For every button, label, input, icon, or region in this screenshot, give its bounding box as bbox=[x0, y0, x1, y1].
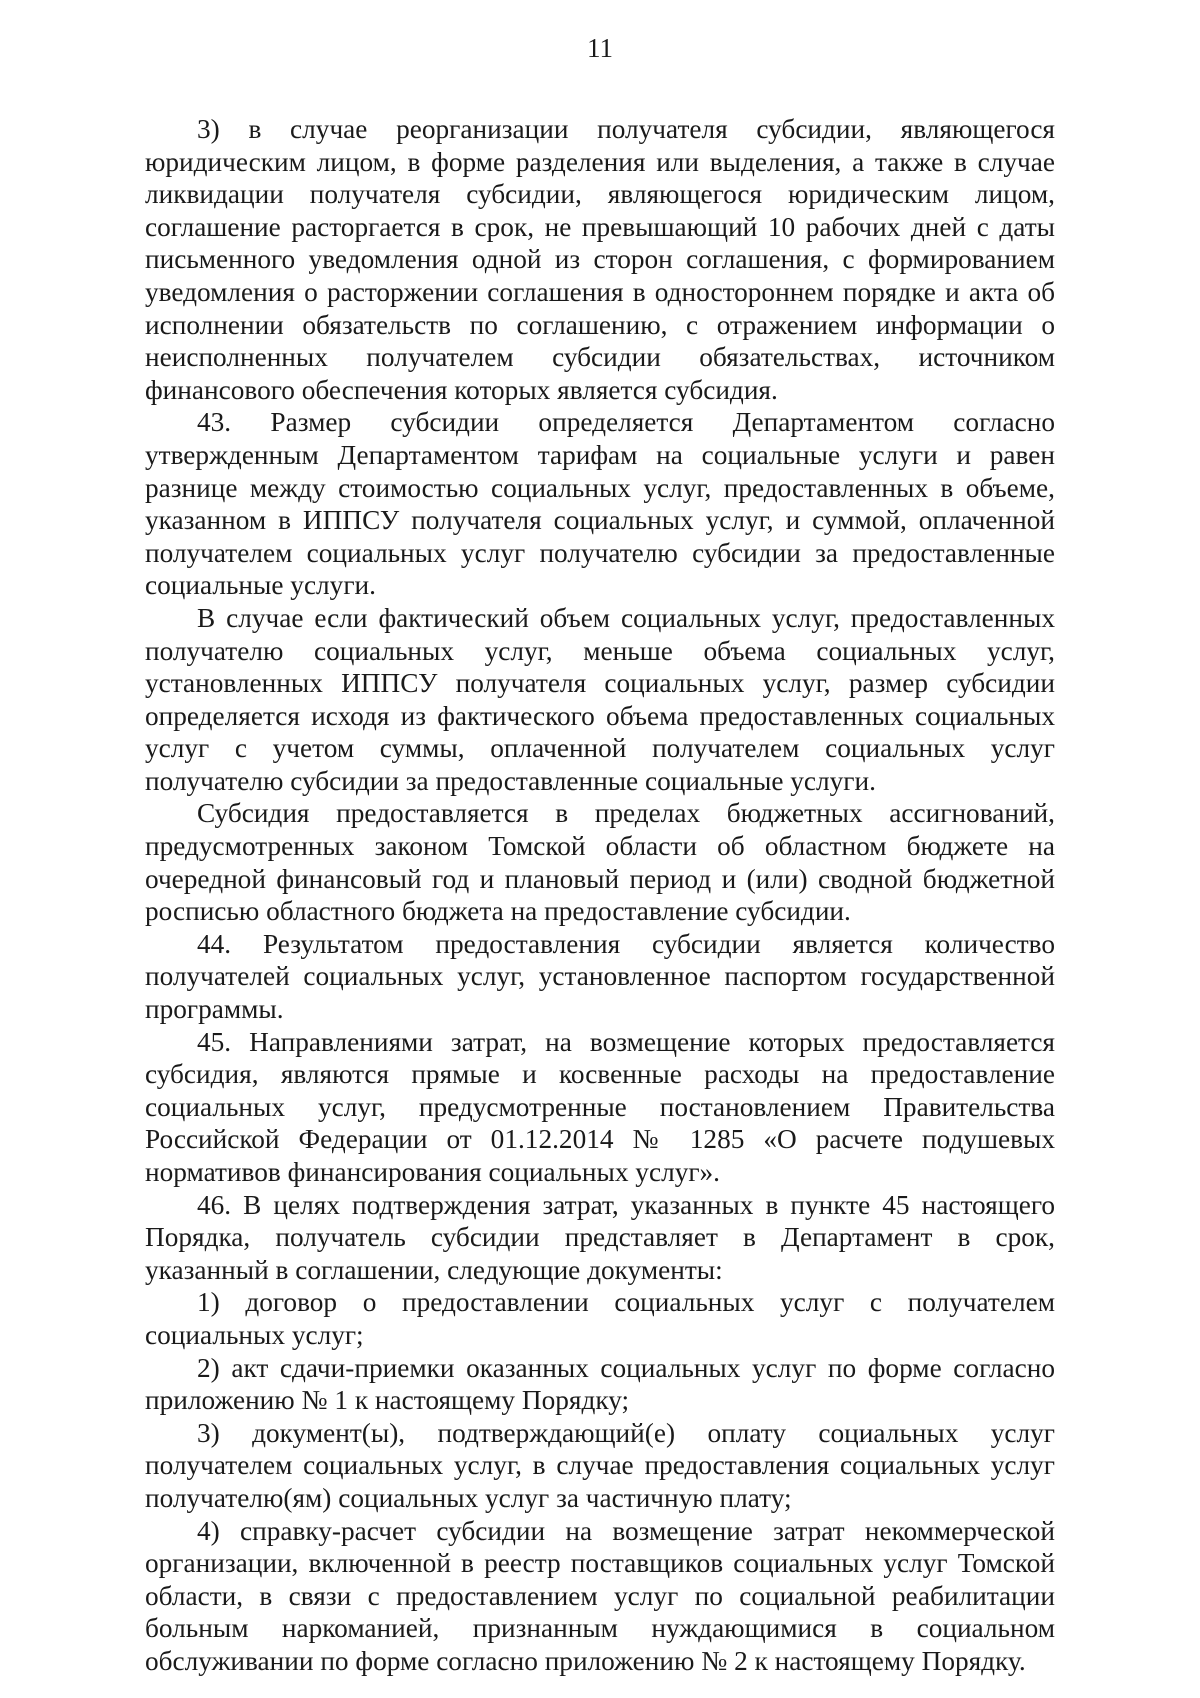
document-body bbox=[145, 113, 1055, 1678]
list-item-acceptance-act: 2) акт сдачи-приемки оказанных социальных услуг по форме согласно приложению № 1 к настоящему Порядку; bbox=[145, 1352, 1055, 1416]
paragraph-43-subsidy-size: 43. Размер субсидии определяется Департаментом согласно утвержденным Департаментом тарифам на социальные услуги и равен разнице между стоимостью социальных услуг, предоставленных в объеме, указанном в ИППСУ получателя социальных услуг, и суммой, оплаченной получателем социальных услуг получателю субсидии за предоставленные социальные услуги. bbox=[145, 407, 1055, 601]
paragraph-budget-limits: Субсидия предоставляется в пределах бюджетных ассигнований, предусмотренных законом Томской области об областном бюджете на очередной финансовый год и плановый период и (или) сводной бюджетной росписью областного бюджета на предоставление субсидии. bbox=[145, 798, 1055, 927]
paragraph-44-result: 44. Результатом предоставления субсидии является количество получателей социальных услуг, установленное паспортом государственной программы. bbox=[145, 928, 1055, 1025]
list-item-payment-documents: 3) документ(ы), подтверждающий(е) оплату социальных услуг получателем социальных услуг, в случае предоставления социальных услуг получателю(ям) социальных услуг за частичную плату; bbox=[145, 1417, 1055, 1513]
paragraph-actual-volume: В случае если фактический объем социальных услуг, предоставленных получателю социальных услуг, меньше объема социальных услуг, установленных ИППСУ получателя социальных услуг, размер субсидии определяется исходя из фактического объема предоставленных социальных услуг с учетом суммы, оплаченной получателем социальных услуг получателю субсидии за предоставленные социальные услуги. bbox=[145, 602, 1055, 796]
paragraph-45-cost-directions: 45. Направлениями затрат, на возмещение которых предоставляется субсидия, являются прямые и косвенные расходы на предоставление социальных услуг, предусмотренные постановлением Правительства Российской Федерации от 01.12.2014 № 1285 «О расчете подушевых нормативов финансирования социальных услуг». bbox=[145, 1026, 1055, 1187]
page-number: 11 bbox=[587, 33, 613, 63]
paragraph-46-documents: 46. В целях подтверждения затрат, указанных в пункте 45 настоящего Порядка, получатель субсидии представляет в Департамент в срок, указанный в соглашении, следующие документы: bbox=[145, 1189, 1055, 1285]
list-item-contract: 1) договор о предоставлении социальных услуг с получателем социальных услуг; bbox=[145, 1287, 1055, 1350]
list-item-calculation-certificate: 4) справку-расчет субсидии на возмещение затрат некоммерческой организации, включенной в реестр поставщиков социальных услуг Томской области, в связи с предоставлением услуг по социальной реабилитации больным наркоманией, признанным нуждающимися в социальном обслуживании по форме согласно приложению № 2 к настоящему Порядку. bbox=[145, 1515, 1055, 1676]
paragraph-item-3-termination: 3) в случае реорганизации получателя субсидии, являющегося юридическим лицом, в форме разделения или выделения, а также в случае ликвидации получателя субсидии, являющегося юридическим лицом, соглашение расторгается в срок, не превышающий 10 рабочих дней с даты письменного уведомления одной из сторон соглашения, с формированием уведомления о расторжении соглашения в одностороннем порядке и акта об исполнении обязательств по соглашению, с отражением информации о неисполненных получателем субсидии обязательствах, источником финансового обеспечения которых является субсидия. bbox=[145, 114, 1055, 405]
